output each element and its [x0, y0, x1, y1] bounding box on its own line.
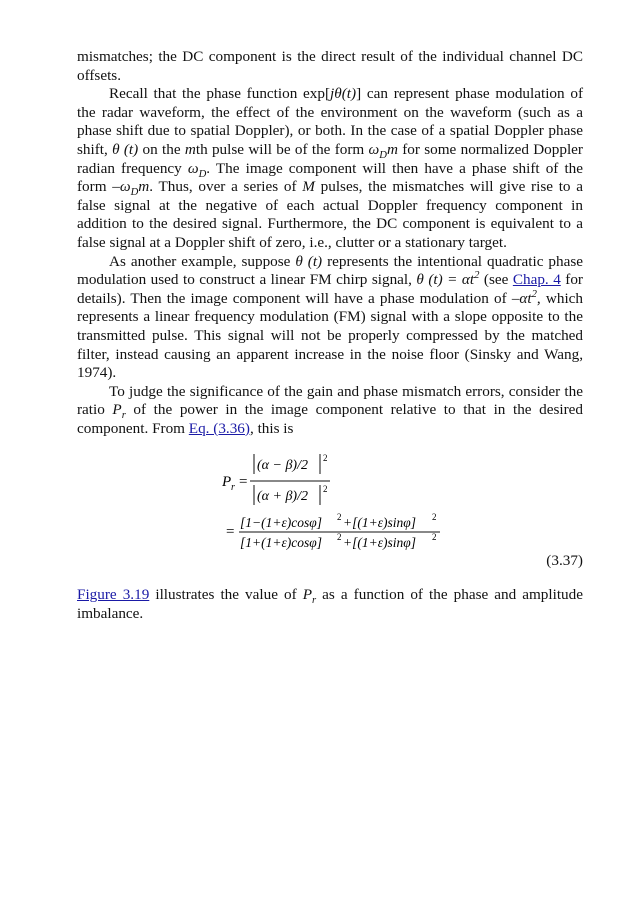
paragraph-3 [77, 253, 583, 383]
text-run: illustrates the value of [149, 586, 303, 604]
eq-den: (α + β)/2 [257, 489, 308, 505]
text-run: th pulse will be of the form [195, 140, 369, 158]
eq-pow: 2 [432, 532, 437, 543]
eq-equals: = [226, 524, 235, 541]
equation-number: (3.37) [546, 552, 583, 570]
text-run: as a function of the phase and amplitude imbalance. [77, 586, 583, 623]
math-run: $P_r$ [112, 401, 126, 422]
text-run: of the power in the image component relative to that in the desired component. From [77, 401, 583, 437]
document-page [77, 48, 583, 624]
eq-num: (α − β)/2 [257, 458, 308, 474]
eq-pow: 2 [323, 453, 328, 464]
text-run: To judge the significance of the gain and phase mismatch errors, consider the ratio [77, 382, 583, 419]
eq-pow: 2 [337, 532, 342, 543]
eq-equals: = [239, 474, 248, 491]
text-run: ] can represent phase modulation of the radar waveform, the effect of the environment on the waveform (such as a phase shift due to spatial Doppler), or both. In the case of a spatial Doppler phase shift, [77, 85, 583, 158]
math-run: $-\alpha t^2$ [511, 288, 537, 307]
equation-line-2 [226, 512, 456, 552]
math-run: $P_r$ [302, 586, 317, 607]
eq-pow: 2 [432, 512, 437, 523]
eq-num: +[(1+ε)sinφ] [343, 515, 417, 531]
math-run: jθ(t) [330, 85, 357, 103]
figure-3-19-link[interactable]: Figure 3.19 [77, 586, 150, 604]
equation-line-1 [222, 450, 362, 508]
equation-3-37 [77, 450, 583, 576]
paragraph-4 [77, 383, 583, 439]
eq-pow: 2 [337, 512, 342, 523]
text-run: mismatches; the DC component is the direct result of the individual channel DC offsets. [77, 48, 583, 84]
text-run: (see [479, 271, 513, 289]
eq-pow: 2 [323, 484, 328, 495]
eq-den: +[(1+ε)sinφ] [343, 535, 417, 551]
math-run: $-\omega_Dm$ [112, 178, 150, 199]
text-run: , this is [249, 419, 294, 437]
eq-lhs-sub: r [231, 482, 235, 494]
eq-den: [1+(1+ε)cosφ] [240, 535, 323, 551]
paragraph-5 [77, 586, 583, 623]
text-run: . Thus, over a series of [149, 178, 303, 196]
math-run: $\omega_Dm$ [368, 140, 398, 161]
math-run: θ (t) [295, 252, 323, 270]
text-run: represents the intentional quadratic phase modulation used to construct a linear FM chirp signal, [77, 252, 583, 289]
eq-lhs: P [222, 474, 232, 491]
eq-num: [1−(1+ε)cosφ] [240, 515, 323, 531]
text-run: on the [138, 140, 185, 158]
equation-3-36-link[interactable]: Eq. (3.36) [188, 419, 250, 437]
text-run: for details). Then the image component will have a phase modulation of [77, 271, 583, 307]
paragraph-2 [77, 85, 583, 252]
paragraph-1 [77, 48, 583, 85]
text-run: pulses, the mismatches will give rise to a false signal at the negative of each actual Doppler frequency component in addition to the desired signal. Furthermore, the DC component is equivalent to a false signal at a Doppler shift of zero, i.e., clutter or a stationary target. [77, 178, 583, 251]
math-run: θ $(t) = \alpha t^2$ [416, 270, 480, 289]
chapter-4-link[interactable]: Chap. 4 [512, 271, 561, 289]
text-run: As another example, suppose [109, 252, 296, 270]
math-run: $\omega_D$ [187, 159, 207, 180]
math-run: θ (t) [112, 140, 139, 158]
math-run: M [302, 178, 315, 196]
text-run: , which represents a linear frequency modulation (FM) signal with a slope opposite to the transmitted pulse. This signal will not be properly compressed by the matched filter, instead causing an apparent increase in the noise floor (Sinsky and Wang, 1974). [77, 289, 583, 382]
text-run: . The image component will then have a phase shift of the form [77, 159, 583, 196]
text-run: for some normalized Doppler radian frequency [77, 140, 583, 177]
math-run: m [184, 140, 196, 158]
text-run: Recall that the phase function exp[ [109, 85, 331, 103]
